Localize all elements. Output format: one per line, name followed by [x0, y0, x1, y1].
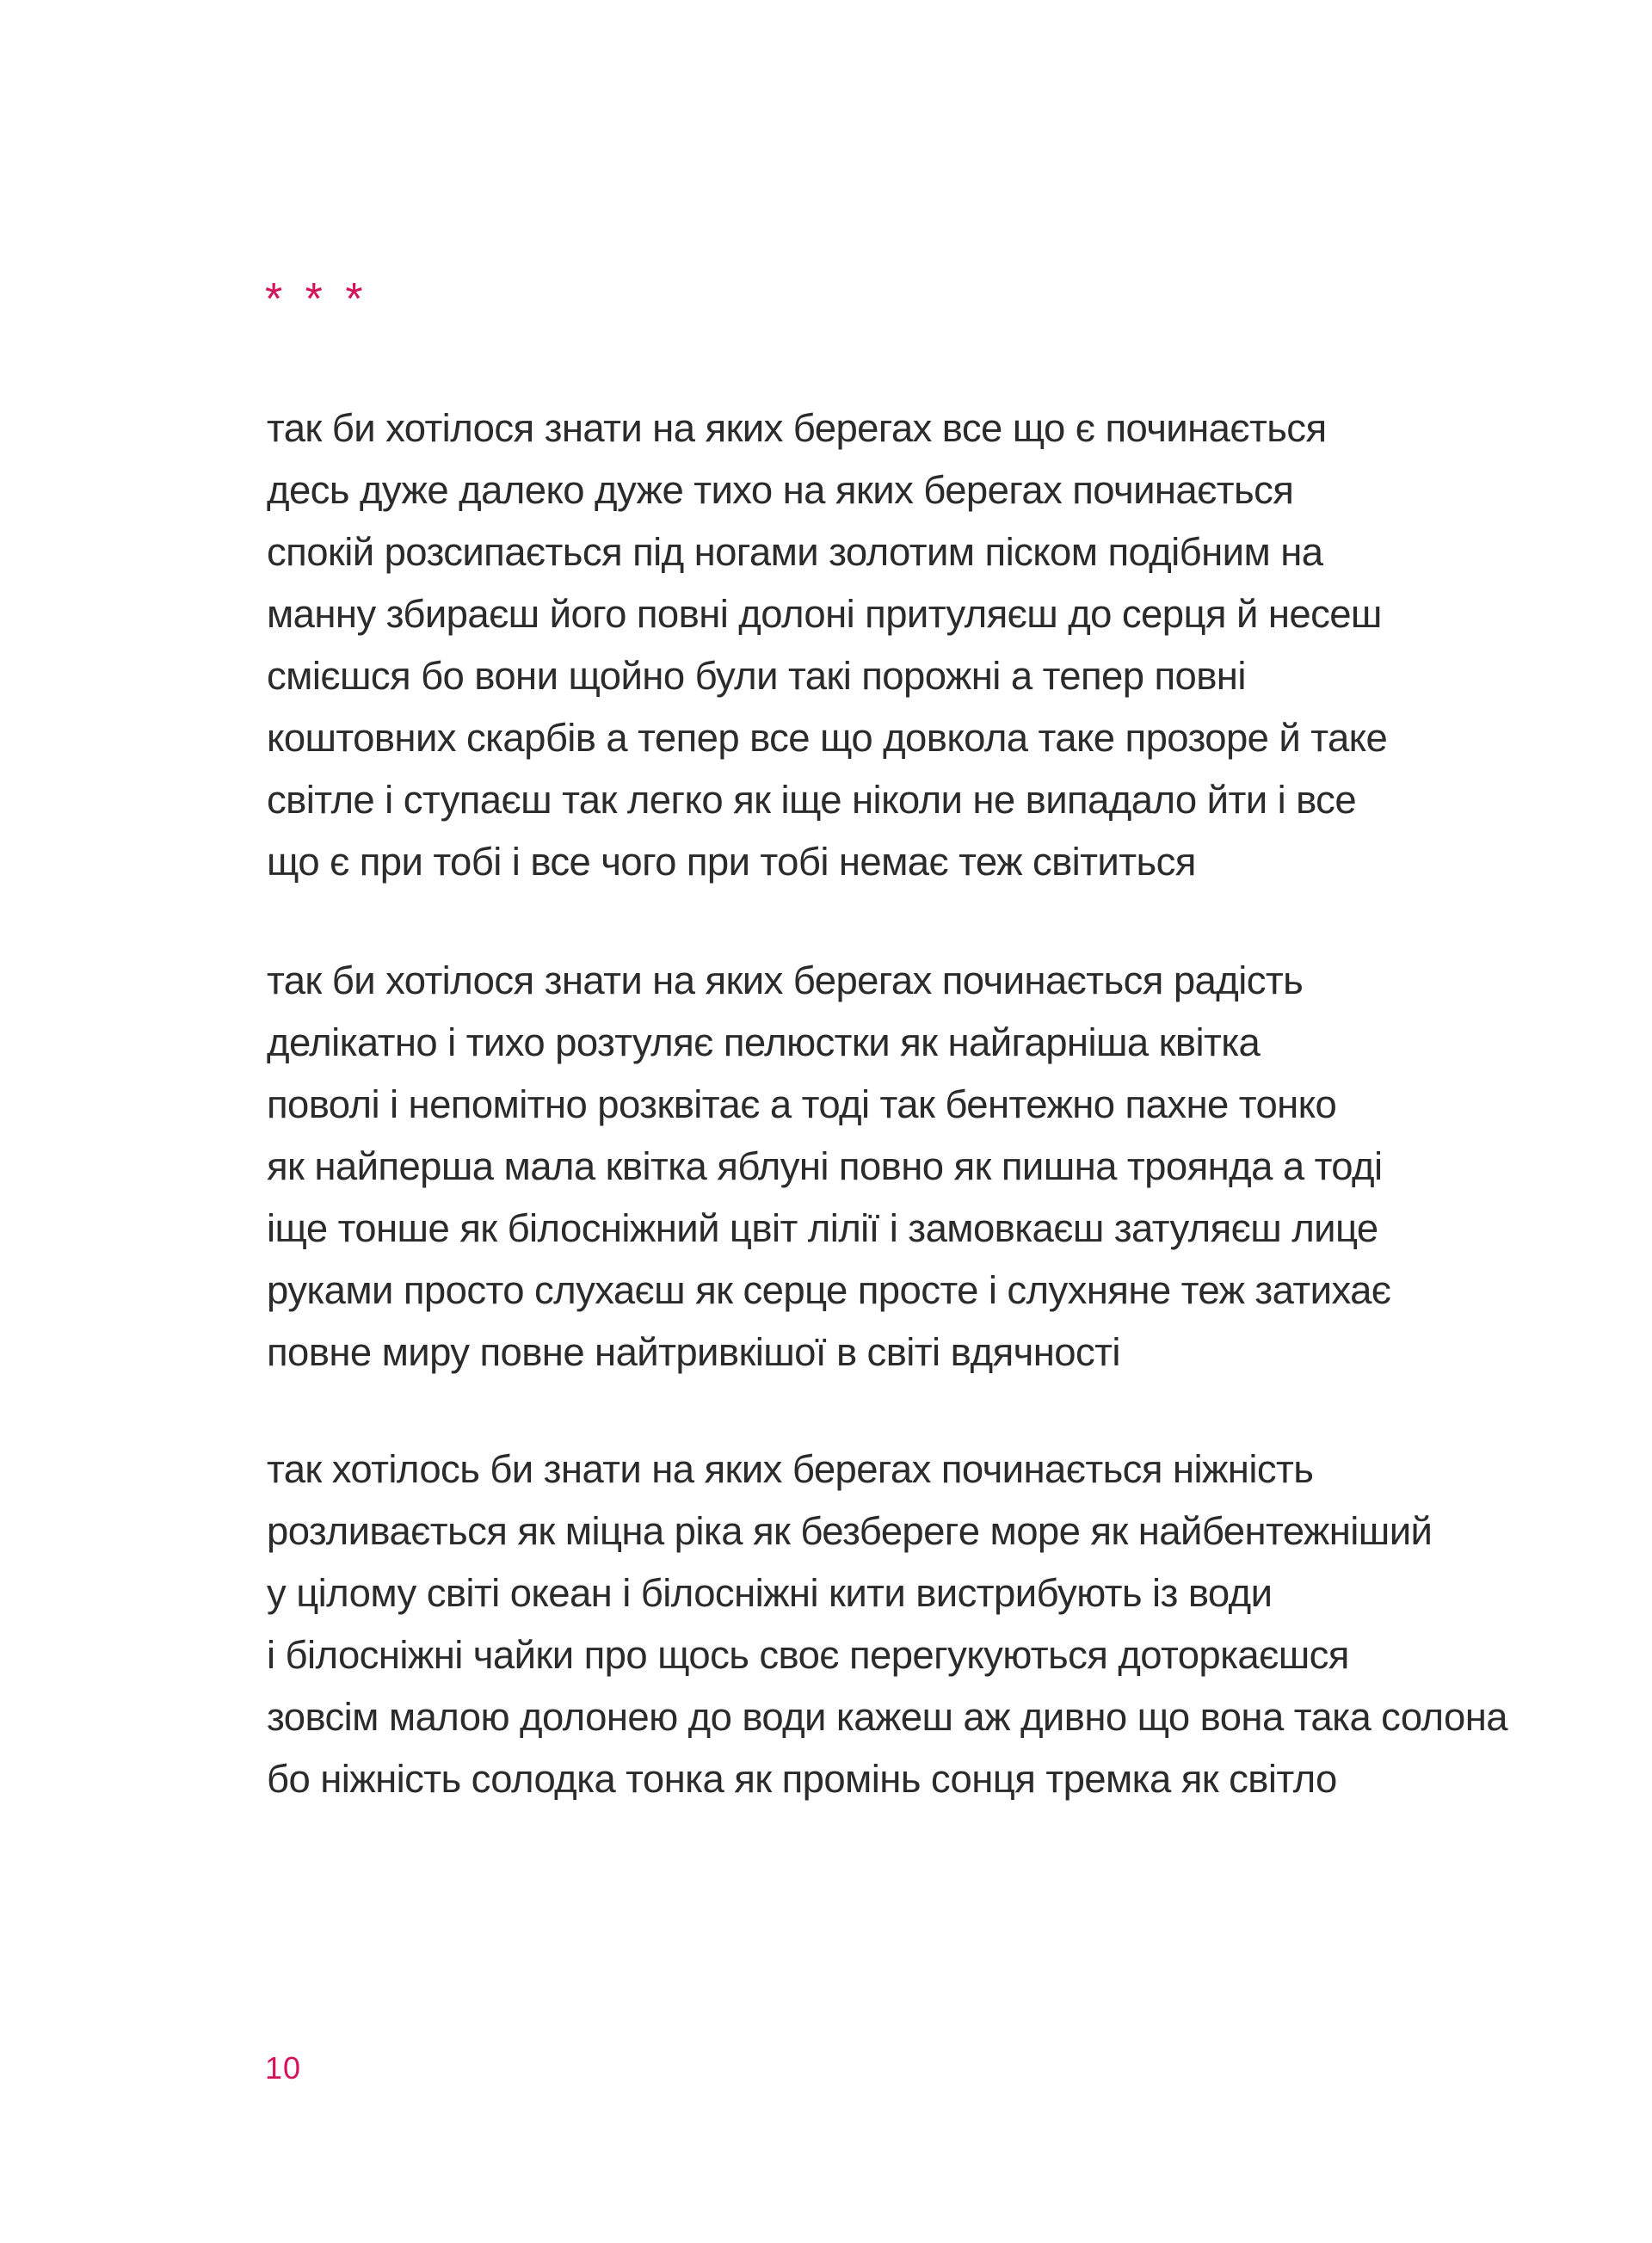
stanza-line: так би хотілося знати на яких берегах все що є починається — [267, 406, 1327, 450]
stanza-line: світле і ступаєш так легко як іще ніколи не випадало йти і все — [267, 778, 1357, 822]
stanza-line: так хотілось би знати на яких берегах починається ніжність — [267, 1447, 1314, 1491]
stanza-3 — [267, 1439, 1507, 1810]
stanza-line: що є при тобі і все чого при тобі немає теж світиться — [267, 840, 1196, 884]
stanza-line: як найперша мала квітка яблуні повно як пишна троянда а тоді — [267, 1144, 1383, 1188]
stanza-line: у цілому світі океан і білосніжні кити вистрибують із води — [267, 1571, 1273, 1615]
page-number: 10 — [265, 2050, 302, 2086]
stanza-2 — [267, 950, 1390, 1383]
stanza-line: розливається як міцна ріка як безберегe море як найбентежніший — [267, 1509, 1433, 1553]
stanza-line: руками просто слухаєш як серце просте і слухняне теж затихає — [267, 1268, 1391, 1312]
stanza-line: поволі і непомітно розквітає а тоді так бентежно пахне тонко — [267, 1082, 1337, 1126]
stanza-line: повне миру повне найтривкішої в світі вдячності — [267, 1330, 1120, 1374]
stanza-line: бо ніжність солодка тонка як промінь сонця тремка як світло — [267, 1757, 1337, 1801]
stanza-line: десь дуже далеко дуже тихо на яких берегах починається — [267, 468, 1294, 512]
stanza-line: іще тонше як білосніжний цвіт лілії і замовкаєш затуляєш лице — [267, 1206, 1378, 1250]
stanza-line: смієшся бо вони щойно були такі порожні а тепер повні — [267, 654, 1246, 698]
stanza-line: так би хотілося знати на яких берегах починається радість — [267, 958, 1304, 1002]
stanza-line: делікатно і тихо розтуляє пелюстки як найгарніша квітка — [267, 1020, 1261, 1064]
section-ornament: * * * — [265, 274, 368, 324]
stanza-1 — [267, 397, 1387, 893]
stanza-line: манну збираєш його повні долоні притуляєш до серця й несеш — [267, 592, 1382, 636]
stanza-line: і білосніжні чайки про щось своє перегукуються доторкаєшся — [267, 1633, 1349, 1677]
stanza-line: спокій розсипається під ногами золотим піском подібним на — [267, 530, 1323, 574]
stanza-line: зовсім малою долонею до води кажеш аж дивно що вона така солона — [267, 1695, 1507, 1739]
stanza-line: коштовних скарбів а тепер все що довкола таке прозоре й таке — [267, 716, 1388, 760]
